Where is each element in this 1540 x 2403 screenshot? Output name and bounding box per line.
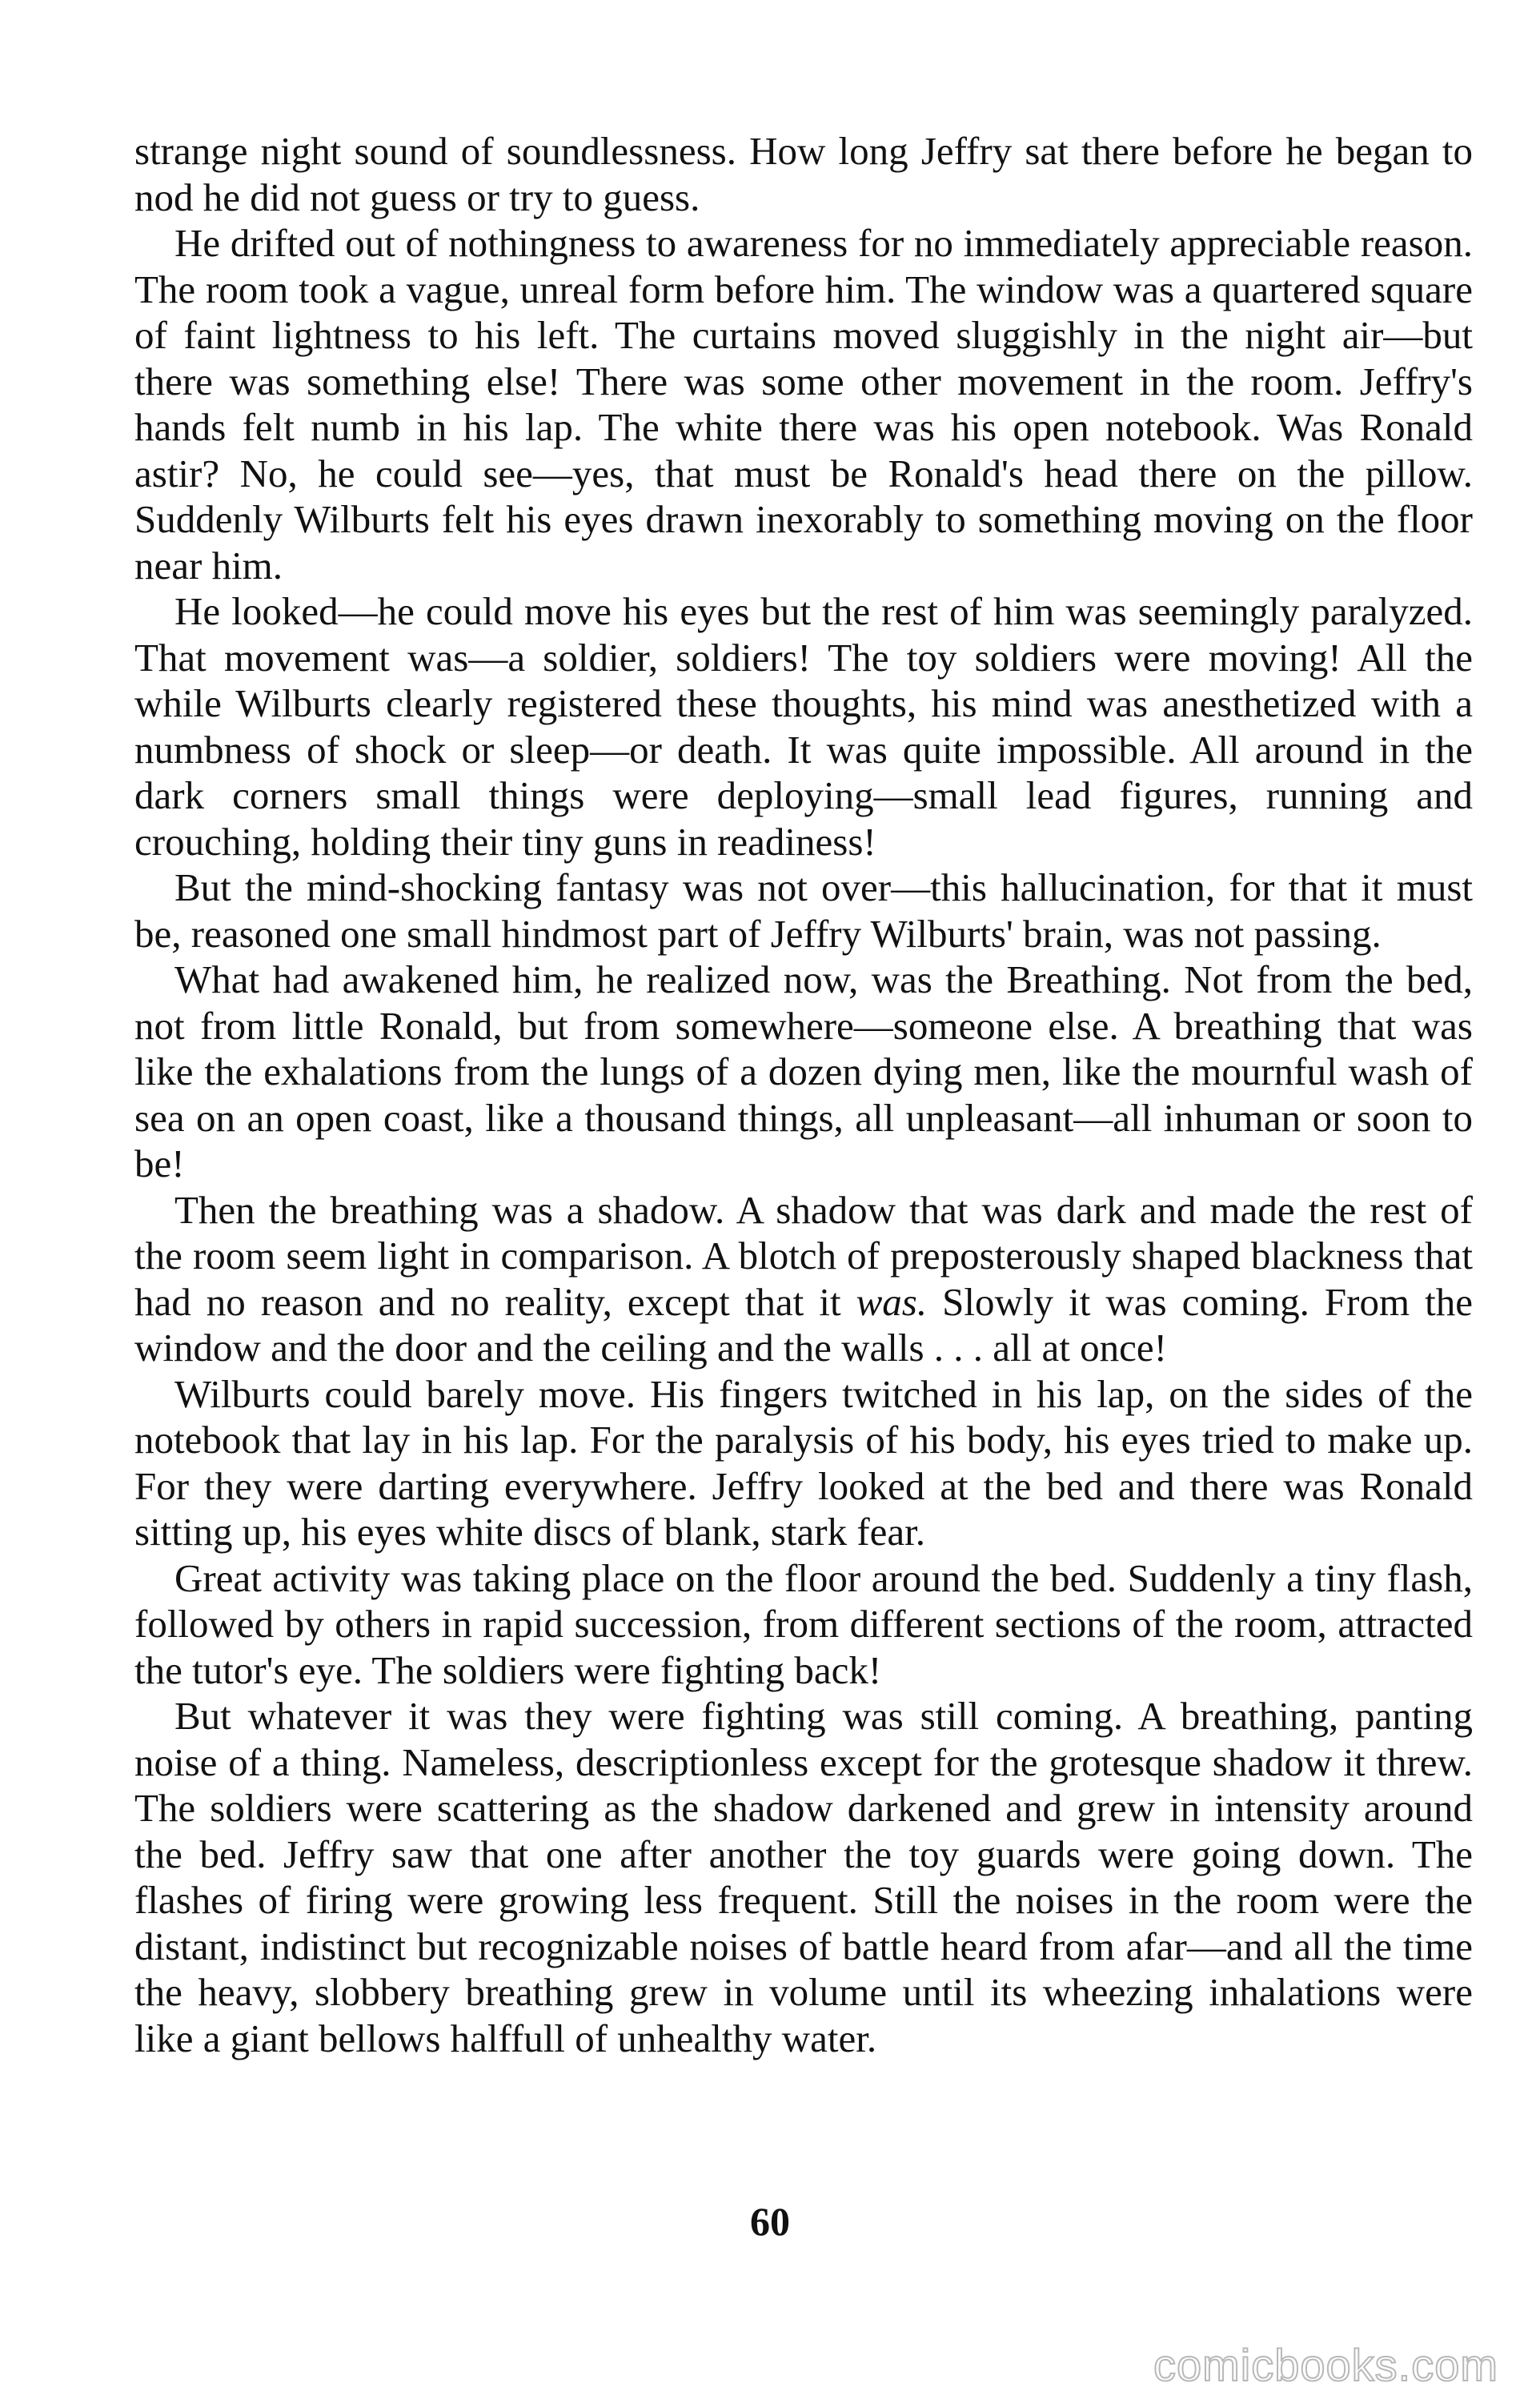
paragraph: Great activity was taking place on the floor around the bed. Suddenly a tiny flash, followed by others in rapid succession, from different sections of the room, attracted the tutor's eye. The soldiers were fighting back! <box>134 1555 1473 1692</box>
paragraph: But the mind-shocking fantasy was not over—this hallucination, for that it must be, reasoned one small hindmost part of Jeffry Wilburts' brain, was not passing. <box>134 865 1473 956</box>
book-page-text <box>134 128 1473 2061</box>
paragraph: What had awakened him, he realized now, was the Breathing. Not from the bed, not from little Ronald, but from somewhere—someone else. A breathing that was like the exhalations from the lungs of a dozen dying men, like the mournful wash of sea on an open coast, like a thousand things, all unpleasant—all inhuman or soon to be! <box>134 957 1473 1185</box>
paragraph: He drifted out of nothingness to awareness for no immediately appreciable reason. The room took a vague, unreal form before him. The window was a quartered square of faint lightness to his left. The curtains moved sluggishly in the night air—but there was something else! There was some other movement in the room. Jeffry's hands felt numb in his lap. The white there was his open notebook. Was Ronald astir? No, he could see—yes, that must be Ronald's head there on the pillow. Suddenly Wilburts felt his eyes drawn inexorably to something moving on the floor near him. <box>134 221 1473 588</box>
paragraph: Wilburts could barely move. His fingers twitched in his lap, on the sides of the notebook that lay in his lap. For the paralysis of his body, his eyes tried to make up. For they were darting everywhere. Jeffry looked at the bed and there was Ronald sitting up, his eyes white discs of blank, stark fear. <box>134 1371 1473 1554</box>
paragraph: Then the breathing was a shadow. A shadow that was dark and made the rest of the room seem light in comparison. A blotch of preposterously shaped blackness that had no reason and no reality, except that it was. Slowly it was coming. From the window and the door and the ceiling and the walls . . . all at once! <box>134 1187 1473 1370</box>
paragraph: strange night sound of soundlessness. How long Jeffry sat there before he began to nod he did not guess or try to guess. <box>134 129 1473 219</box>
paragraph: He looked—he could move his eyes but the rest of him was seemingly paralyzed. That movement was—a soldier, soldiers! The toy soldiers were moving! All the while Wilburts clearly registered these thoughts, his mind was anesthetized with a numbness of shock or sleep—or death. It was quite impossible. All around in the dark corners small things were deploying—small lead figures, running and crouching, holding their tiny guns in readiness! <box>134 589 1473 864</box>
page-number: 60 <box>750 2199 790 2244</box>
emphasis: was. <box>856 1279 928 1324</box>
watermark-logo: comicbooks.com <box>1153 2340 1498 2390</box>
paragraph: But whatever it was they were fighting was still coming. A breathing, panting noise of a thing. Nameless, descriptionless except for the grotesque shadow it threw. The soldiers were scattering as the shadow darkened and grew in intensity around the bed. Jeffry saw that one after another the toy guards were going down. The flashes of firing were growing less frequent. Still the noises in the room were the distant, indistinct but recognizable noises of battle heard from afar—and all the time the heavy, slobbery breathing grew in volume until its wheezing inhalations were like a giant bellows halffull of unhealthy water. <box>134 1694 1473 2060</box>
